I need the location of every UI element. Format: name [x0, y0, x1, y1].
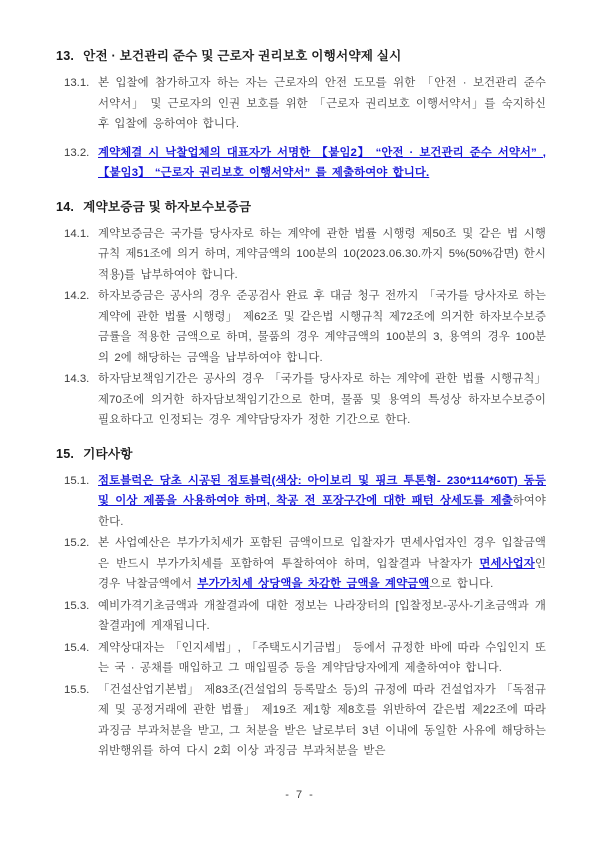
clause: [64, 638, 546, 679]
clause-text: 하자담보책임기간은 공사의 경우 「국가를 당사자로 하는 계약에 관한 법률 시행규칙」 제70조에 의거한 하자담보책임기간으로 한며, 물품 및 용역의 특성상 하자보수보증이 필요하다고 인정되는 경우 계약담당자가 정한 기간으로 한다.: [98, 373, 546, 426]
clause-text-emphasis: 점토블럭은 당초 시공된 점토블럭(색상: 아이보리 및 핑크 투톤형- 230*114*60T) 동등 및 이상 제품을 사용하여야 하며, 착공 전 포장구간에 대한 패턴 상세도를 제출: [98, 474, 546, 507]
clause-text: 「건설산업기본법」 제83조(건설업의 등록말소 등)의 규정에 따라 건설업자가 「독점규제 및 공정거래에 관한 법률」 제19조 제1항 제8호를 위반하여 같은법 제22조에 따라 과징금 부과처분을 받고, 그 처분을 받은 날로부터 3년 이내에 동일한 사유에 해당하는 위반행위를 하여 다시 2회 이상 과징금 부과처분을 받은: [98, 683, 546, 757]
clause-text: 본 사업예산은 부가가치세가 포함된 금액이므로 입찰자가 면세사업자인 경우 입찰금액은 반드시 부가가치세를 포함하여 투찰하여야 하며, 입찰결과 낙찰자가: [98, 537, 546, 570]
clause-text: 으로 합니다.: [429, 578, 494, 590]
section-heading: [56, 197, 546, 218]
document-content: [56, 46, 546, 762]
clause: [64, 596, 546, 637]
clause: [64, 286, 546, 368]
clause: [64, 224, 546, 286]
clause-number: 15.1.: [64, 474, 90, 487]
section-clauses: [64, 224, 546, 431]
clause-text: 계약보증금은 국가를 당사자로 하는 계약에 관한 법률 시행령 제50조 및 같은 법 시행규칙 제51조에 의거 하며, 계약금액의 100분의 10(2023.06.30.까지 5%(50%감면) 한시 적용)를 납부하여야 합니다.: [98, 227, 546, 281]
clause: [64, 369, 546, 431]
section-heading: [56, 444, 546, 465]
page-number: - 7 -: [285, 789, 315, 801]
section-number: 15.: [56, 446, 75, 461]
clause: [64, 680, 546, 762]
clause-text-emphasis: 계약체결 시 낙찰업체의 대표자가 서명한 【붙임2】 “안전 · 보건관리 준수 서약서” , 【붙임3】 “근로자 권리보호 이행서약서” 를 제출하여야 합니다.: [98, 146, 546, 179]
section-title: 안전 · 보건관리 준수 및 근로자 권리보호 이행서약제 실시: [83, 49, 402, 63]
clause-text-emphasis: 부가가치세 상당액을 차감한 금액을 계약금액: [197, 578, 430, 590]
clause-number: 15.4.: [64, 641, 90, 654]
section-clauses: [64, 471, 546, 762]
section-14: [56, 197, 546, 431]
clause: [64, 73, 546, 135]
clause-number: 13.2.: [64, 146, 90, 159]
clause-text: 인 경우 낙찰금액에서: [98, 557, 546, 590]
clause-number: 15.3.: [64, 599, 90, 612]
section-number: 14.: [56, 199, 75, 214]
clause-text: 하자보증금은 공사의 경우 준공검사 완료 후 대금 청구 전까지 「국가를 당사자로 하는 계약에 관한 법률 시행령」 제62조 및 같은법 시행규칙 제72조에 의거한 하자보수보증금률을 적용한 금액으로 하며, 물품의 경우 계약금액의 100분의 3, 용역의 경우 100분의 2에 해당하는 금액을 납부하여야 합니다.: [98, 290, 546, 364]
clause-text: 하여야 한다.: [98, 495, 546, 528]
clause: [64, 533, 546, 595]
clause-text-emphasis: 면세사업자: [479, 557, 535, 570]
clause: [64, 143, 546, 184]
section-heading: [56, 46, 546, 67]
clause-number: 14.3.: [64, 373, 90, 385]
clause-number: 14.2.: [64, 290, 90, 302]
clause-number: 14.1.: [64, 227, 90, 240]
clause-number: 15.2.: [64, 537, 90, 549]
section-15: [56, 444, 546, 762]
clause-number: 15.5.: [64, 683, 90, 696]
section-title: 계약보증금 및 하자보수보증금: [83, 199, 252, 214]
clause-text: 예비가격기초금액과 개찰결과에 대한 정보는 나라장터의 [입찰정보-공사-기초금액과 개찰결과]에 게재됩니다.: [98, 599, 546, 632]
section-13: [56, 46, 546, 184]
clause-text: 본 입찰에 참가하고자 하는 자는 근로자의 안전 도모를 위한 「안전 · 보건관리 준수 서약서」 및 근로자의 인권 보호를 위한 「근로자 권리보호 이행서약서」를 숙지하신 후 입찰에 응하여야 합니다.: [98, 77, 546, 130]
section-clauses: [64, 73, 546, 184]
clause-number: 13.1.: [64, 77, 90, 89]
section-number: 13.: [56, 49, 75, 63]
section-title: 기타사항: [83, 446, 133, 461]
clause: [64, 471, 546, 533]
clause-text: 계약상대자는 「인지세법」, 「주택도시기금법」 등에서 규정한 바에 따라 수입인지 또는 국 · 공채를 매입하고 그 매입필증 등을 계약담당자에게 제출하여야 합니다.: [98, 641, 546, 674]
